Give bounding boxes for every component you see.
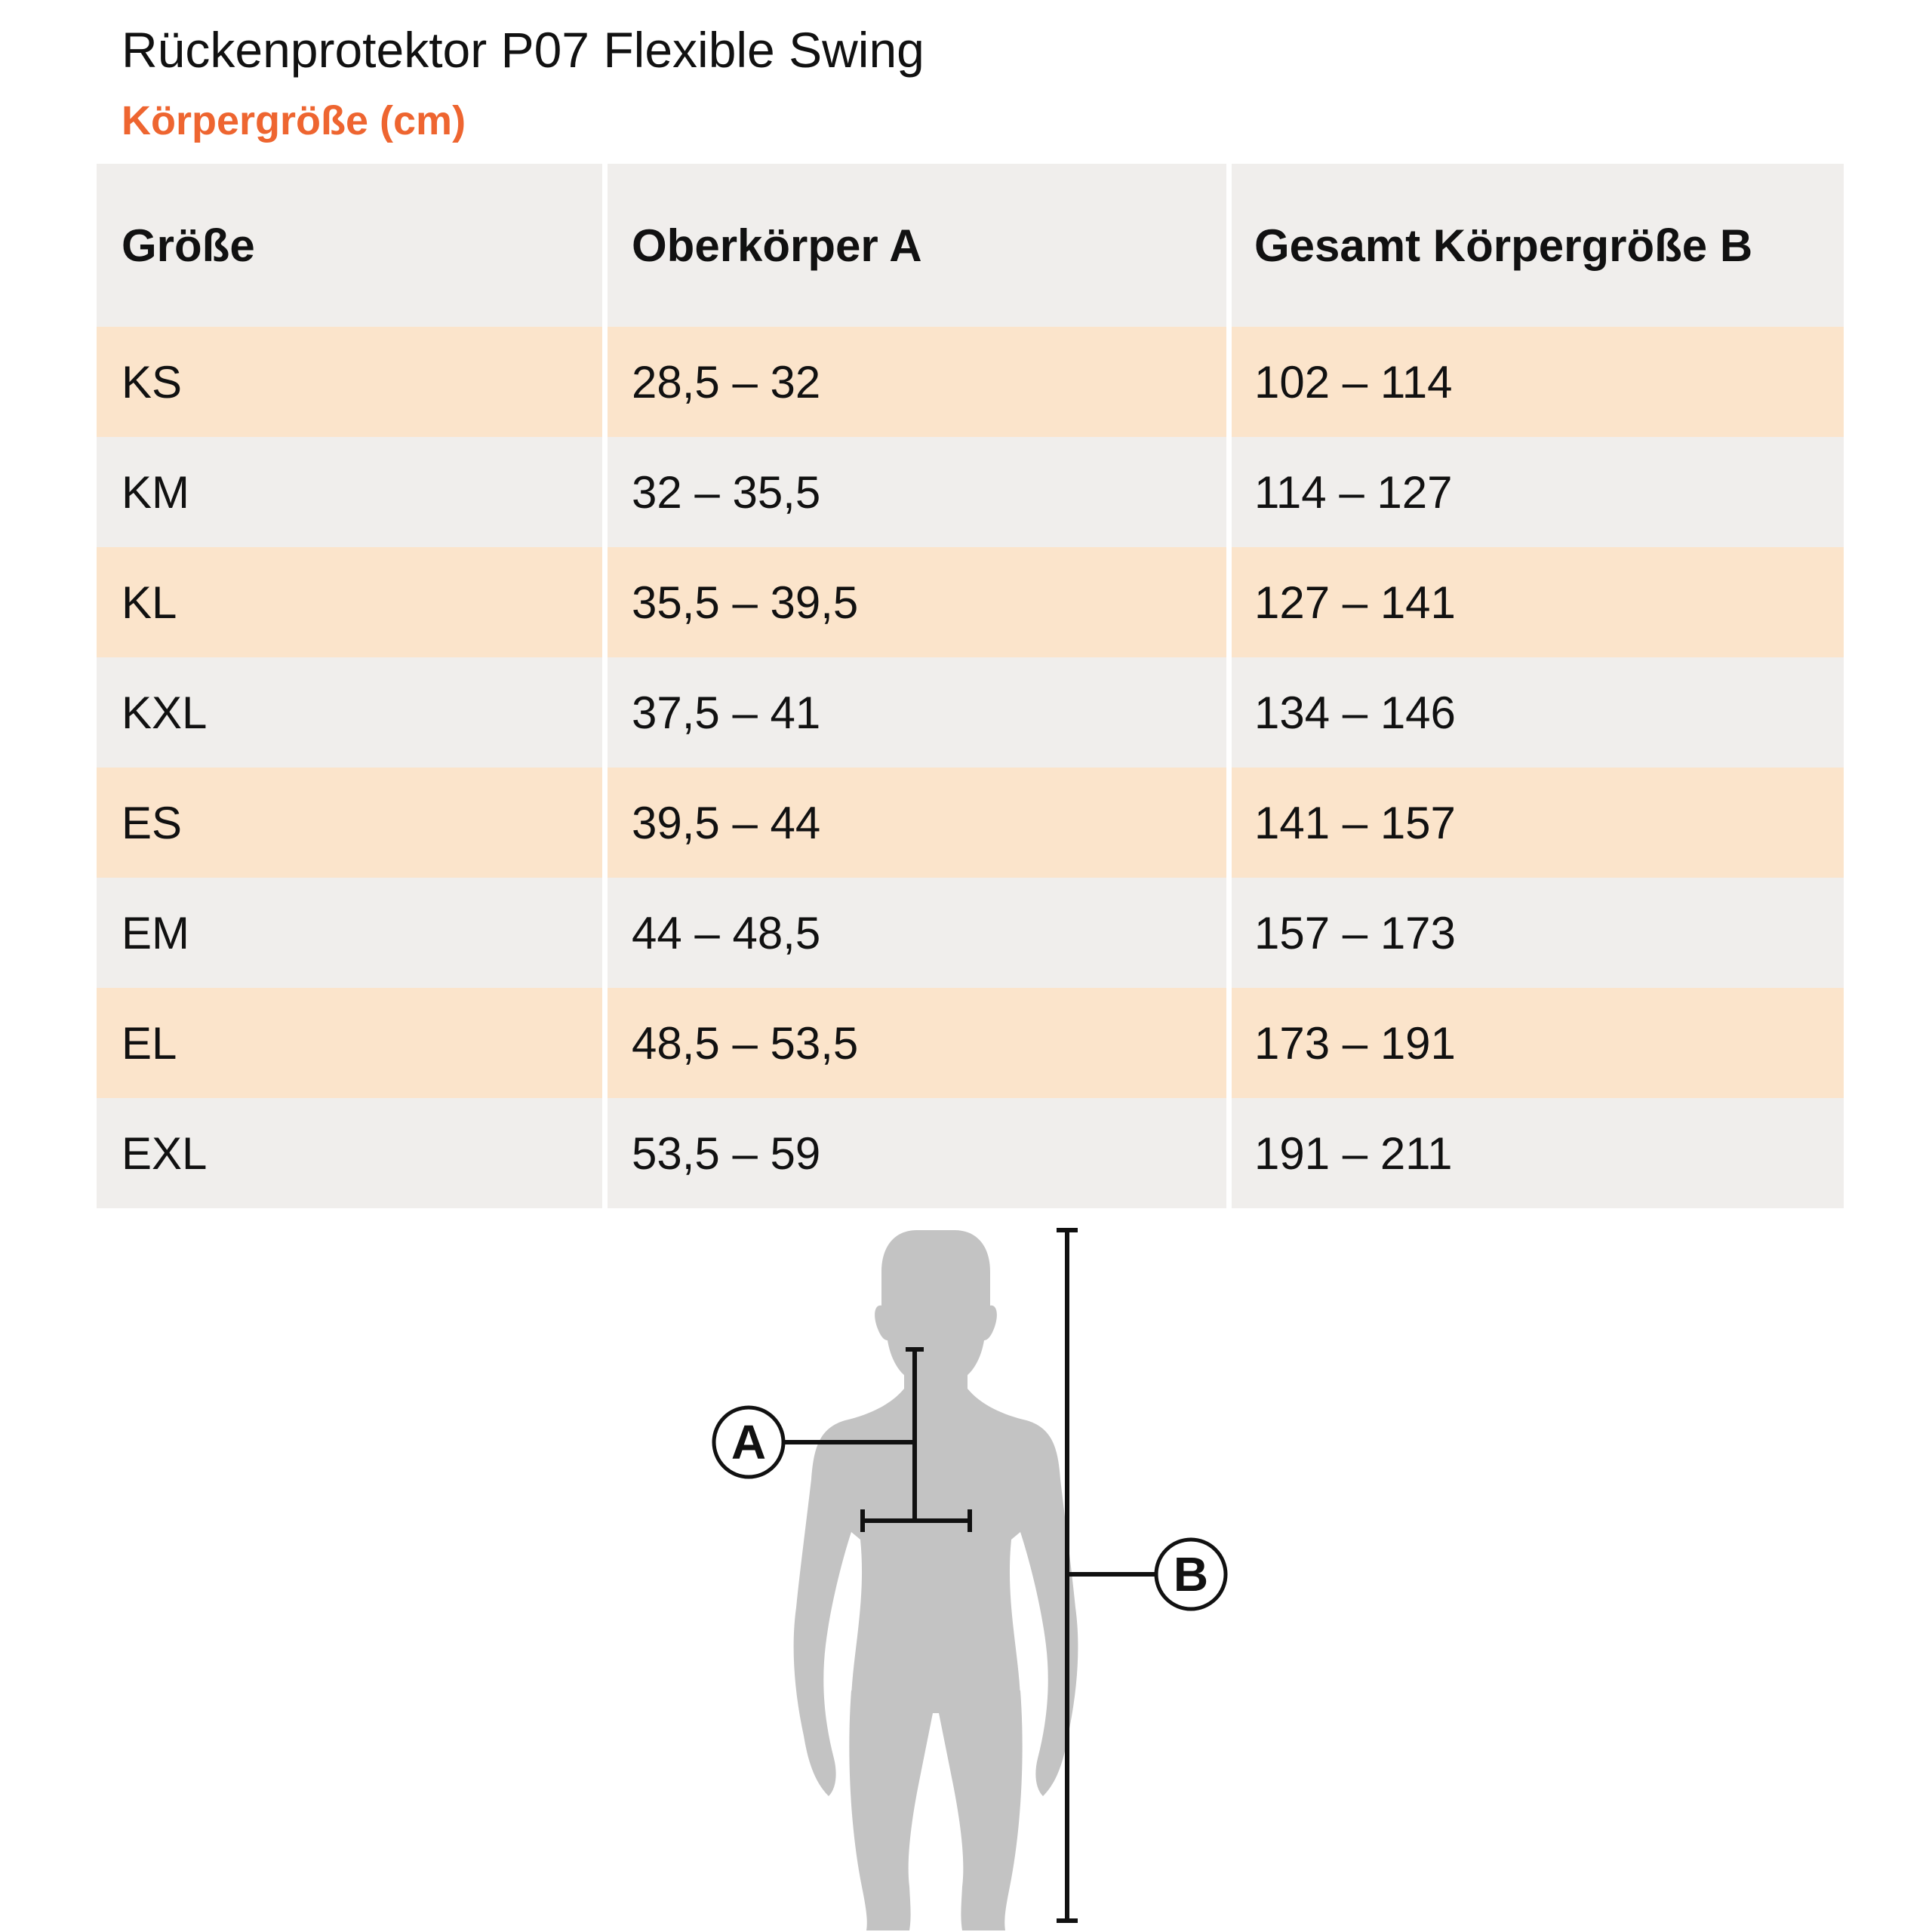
upper-body-cell: 35,5 – 39,5 (608, 547, 1226, 657)
total-height-cell: 191 – 211 (1232, 1098, 1844, 1208)
size-table (97, 164, 1844, 1208)
label-b: B (1173, 1547, 1209, 1601)
label-a: A (731, 1415, 767, 1469)
body-silhouette-icon (794, 1230, 1078, 1930)
upper-body-cell: 32 – 35,5 (608, 437, 1226, 547)
table-row (97, 988, 1844, 1098)
label-b-badge (1156, 1540, 1226, 1609)
table-row (97, 437, 1844, 547)
table-row (97, 1098, 1844, 1208)
page-subtitle: Körpergröße (cm) (122, 98, 466, 143)
total-height-cell: 127 – 141 (1232, 547, 1844, 657)
total-height-cell: 134 – 146 (1232, 657, 1844, 768)
upper-body-cell: 53,5 – 59 (608, 1098, 1226, 1208)
table-row (97, 327, 1844, 437)
total-height-cell: 157 – 173 (1232, 878, 1844, 988)
table-header-row (97, 164, 1844, 327)
measurement-figure (0, 1208, 1932, 1932)
label-a-badge (714, 1407, 783, 1477)
size-cell: EXL (97, 1098, 602, 1208)
total-height-cell: 141 – 157 (1232, 768, 1844, 878)
total-height-cell: 114 – 127 (1232, 437, 1844, 547)
size-cell: EL (97, 988, 602, 1098)
total-height-cell: 173 – 191 (1232, 988, 1844, 1098)
table-row (97, 878, 1844, 988)
table-row (97, 768, 1844, 878)
size-cell: KL (97, 547, 602, 657)
upper-body-cell: 37,5 – 41 (608, 657, 1226, 768)
table-row (97, 547, 1844, 657)
upper-body-cell: 28,5 – 32 (608, 327, 1226, 437)
size-cell: KXL (97, 657, 602, 768)
header-upper-body: Oberkörper A (608, 164, 1226, 327)
size-cell: KS (97, 327, 602, 437)
upper-body-cell: 39,5 – 44 (608, 768, 1226, 878)
measurement-b-lines (1057, 1230, 1156, 1921)
header-total-height: Gesamt Körpergröße B (1232, 164, 1844, 327)
upper-body-cell: 48,5 – 53,5 (608, 988, 1226, 1098)
header-size: Größe (97, 164, 602, 327)
page-title: Rückenprotektor P07 Flexible Swing (122, 22, 924, 78)
upper-body-cell: 44 – 48,5 (608, 878, 1226, 988)
table-row (97, 657, 1844, 768)
size-cell: EM (97, 878, 602, 988)
size-cell: KM (97, 437, 602, 547)
total-height-cell: 102 – 114 (1232, 327, 1844, 437)
size-cell: ES (97, 768, 602, 878)
